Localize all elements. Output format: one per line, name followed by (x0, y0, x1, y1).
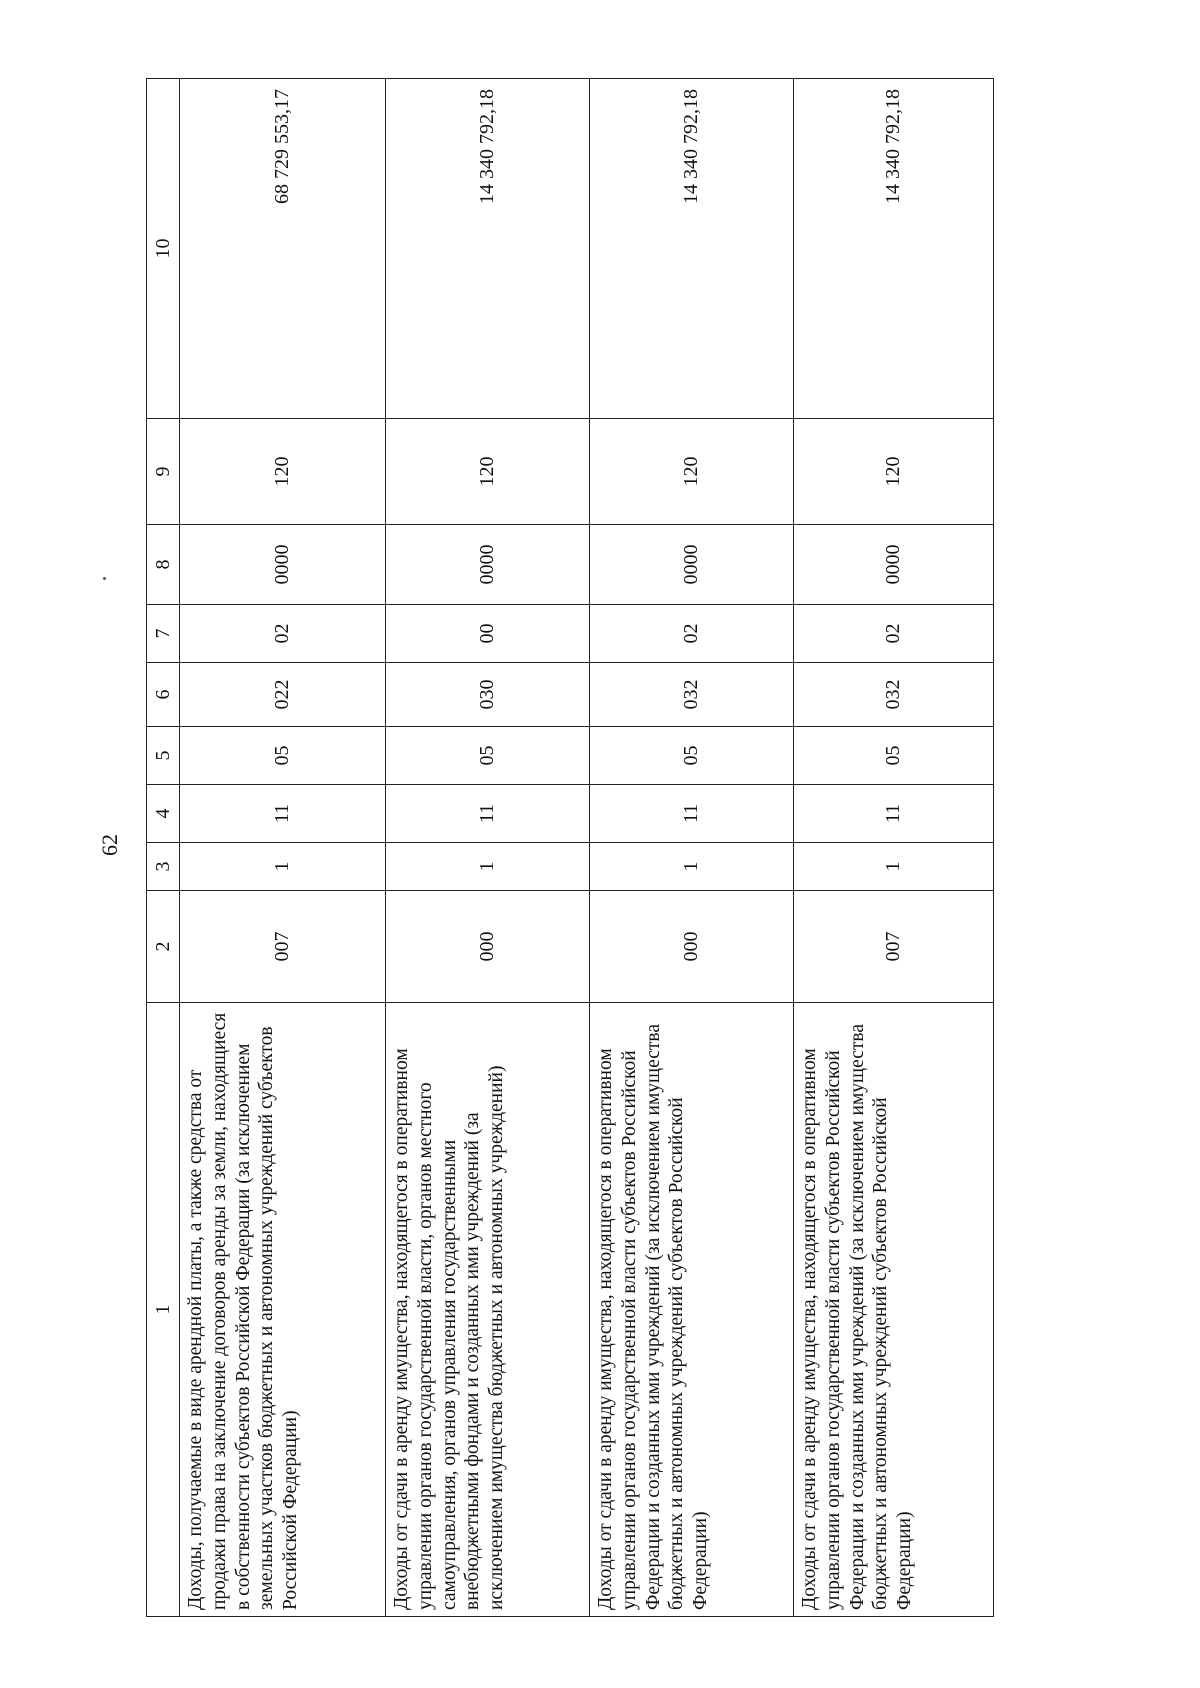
revenue-description: Доходы, получаемые в виде арендной платы, а также средства от продажи права на заключение договоров аренды за земли, находящиеся в собственности субъектов Российской Федерации (за исключением земельных участков бюджетных и автономных учреждений субъектов Российской Федерации) (180, 1003, 386, 1617)
column-number: 9 (147, 419, 180, 525)
code-group: 1 (180, 843, 386, 891)
revenue-table (146, 78, 994, 1617)
code-subgroup: 11 (794, 785, 994, 843)
code-subarticle: 032 (794, 663, 994, 727)
column-number: 10 (147, 79, 180, 419)
code-group: 1 (590, 843, 794, 891)
code-economic: 120 (180, 419, 386, 525)
column-number: 5 (147, 727, 180, 785)
code-program: 0000 (794, 525, 994, 605)
amount-value: 14 340 792,18 (590, 79, 794, 419)
revenue-description: Доходы от сдачи в аренду имущества, находящегося в оперативном управлении органов государственной власти, органов местного самоуправления, органов управления государственными внебюджетными фондами и созданных ими учреждений (за исключением имущества бюджетных и автономных учреждений) (386, 1003, 590, 1617)
column-number: 8 (147, 525, 180, 605)
column-number: 2 (147, 891, 180, 1003)
code-program: 0000 (386, 525, 590, 605)
scan-speck (103, 577, 106, 580)
code-economic: 120 (386, 419, 590, 525)
code-group: 1 (794, 843, 994, 891)
column-number: 7 (147, 605, 180, 663)
code-element: 02 (794, 605, 994, 663)
amount-value: 14 340 792,18 (386, 79, 590, 419)
code-article: 05 (386, 727, 590, 785)
code-program: 0000 (180, 525, 386, 605)
table-row (180, 79, 386, 1617)
table-row (590, 79, 794, 1617)
code-subarticle: 032 (590, 663, 794, 727)
code-element: 02 (180, 605, 386, 663)
column-number-header-row (147, 79, 180, 1617)
code-subgroup: 11 (180, 785, 386, 843)
revenue-table-wrapper (146, 79, 988, 1617)
table-row (794, 79, 994, 1617)
column-number: 6 (147, 663, 180, 727)
code-group: 1 (386, 843, 590, 891)
table-row (386, 79, 590, 1617)
code-subarticle: 030 (386, 663, 590, 727)
code-subgroup: 11 (386, 785, 590, 843)
code-article: 05 (794, 727, 994, 785)
code-admin: 007 (180, 891, 386, 1003)
code-admin: 000 (590, 891, 794, 1003)
page-number: 62 (97, 834, 122, 856)
column-number: 4 (147, 785, 180, 843)
column-number: 3 (147, 843, 180, 891)
code-article: 05 (590, 727, 794, 785)
code-admin: 000 (386, 891, 590, 1003)
code-element: 02 (590, 605, 794, 663)
code-economic: 120 (590, 419, 794, 525)
code-article: 05 (180, 727, 386, 785)
amount-value: 68 729 553,17 (180, 79, 386, 419)
revenue-description: Доходы от сдачи в аренду имущества, находящегося в оперативном управлении органов государственной власти субъектов Российской Федерации и созданных ими учреждений (за исключением имущества бюджетных и автономных учреждений субъектов Российской Федерации) (794, 1003, 994, 1617)
amount-value: 14 340 792,18 (794, 79, 994, 419)
code-subarticle: 022 (180, 663, 386, 727)
revenue-description: Доходы от сдачи в аренду имущества, находящегося в оперативном управлении органов государственной власти субъектов Российской Федерации и созданных ими учреждений (за исключением имущества бюджетных и автономных учреждений субъектов Российской Федерации) (590, 1003, 794, 1617)
code-subgroup: 11 (590, 785, 794, 843)
code-economic: 120 (794, 419, 994, 525)
code-element: 00 (386, 605, 590, 663)
column-number: 1 (147, 1003, 180, 1617)
code-program: 0000 (590, 525, 794, 605)
code-admin: 007 (794, 891, 994, 1003)
